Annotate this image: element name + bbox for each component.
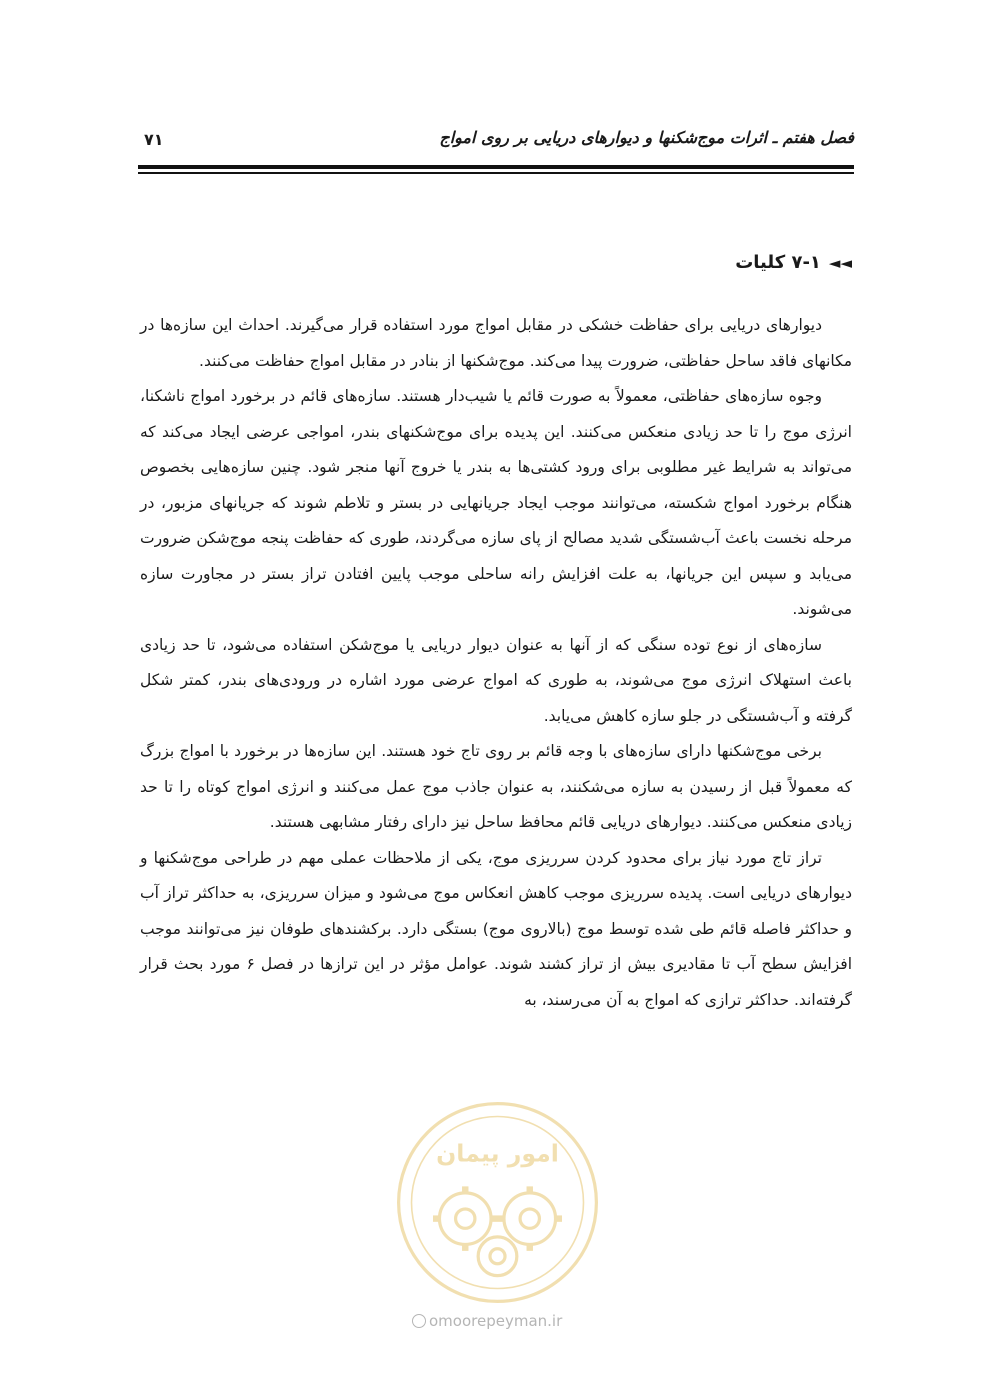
paragraph: دیوارهای دریایی برای حفاظت خشکی در مقابل امواج مورد استفاده قرار می‌گیرند. احداث این سازه‌ها در مکانهای فاقد ساحل حفاظتی، ضرورت پیدا می‌کند. موج‌شکنها از بنادر در مقابل امواج حفاظت می‌کنند. xyxy=(140,316,852,370)
paragraph: برخی موج‌شکنها دارای سازه‌های با وجه قائم بر روی تاج خود هستند. این سازه‌ها در برخورد با امواج بزرگ که معمولاً قبل از رسیدن به سازه می‌شکنند، به عنوان جاذب موج عمل می‌کنند و انرژی امواج کوتاه را تا حد زیادی منعکس می‌کنند. دیوارهای دریایی قائم محافظ ساحل نیز دارای رفتار مشابهی هستند. xyxy=(140,742,852,831)
running-header xyxy=(138,128,854,158)
paragraph: سازه‌های از نوع توده سنگی که از آنها به عنوان دیوار دریایی یا موج‌شکن استفاده می‌شود، تا حد زیادی باعث استهلاک انرژی موج می‌شوند، به طوری که امواج عرضی مورد اشاره در ورودی‌های بندر، کمتر شکل گرفته و آب‌شستگی در جلو سازه کاهش می‌یابد. xyxy=(140,635,852,725)
chapter-title: فصل هفتم ـ اثرات موج‌شکنها و دیوارهای دریایی بر روی امواج xyxy=(439,128,854,147)
watermark-seal-text: امور پیمان xyxy=(436,1139,559,1168)
paragraph: وجوه سازه‌های حفاظتی، معمولاً به صورت قائم یا شیب‌دار هستند. سازه‌های قائم در برخورد امواج ناشکنا، انرژی موج را تا حد زیادی منعکس می‌کنند. این پدیده برای موج‌شکنهای بندر، امواجی عرضی ایجاد می‌کند که می‌تواند به شرایط غیر مطلوبی برای ورود کشتی‌ها به بندر یا خروج آنها منجر شود. چنین سازه‌هایی بخصوص هنگام برخورد امواج شکسته، می‌توانند موجب ایجاد جریانهایی در بستر و تلاطم شوند که جریانهای مزبور، در مرحله نخست باعث آب‌شستگی شدید مصالح از پای سازه می‌گردند، طوری که حفاظت پنجه موج‌شکن ضرورت می‌یابد و سپس این جریانها، به علت افزایش رانه ساحلی موجب پایین افتادن تراز بستر در مجاورت سازه می‌شوند. xyxy=(140,387,852,618)
section-heading xyxy=(735,252,852,273)
globe-icon xyxy=(412,1314,426,1328)
double-arrow-icon: ◄◄ xyxy=(828,254,852,272)
watermark-seal-logo xyxy=(390,1095,605,1310)
header-rule-thin xyxy=(138,172,854,174)
page-number: ۷۱ xyxy=(144,130,164,149)
paragraph: تراز تاج مورد نیاز برای محدود کردن سرریزی موج، یکی از ملاحظات عملی مهم در طراحی موج‌شکنها و دیوارهای دریایی است. پدیده سرریزی موجب کاهش انعکاس موج می‌شود و میزان سرریزی، به حداکثر تراز آب و حداکثر فاصله قائم طی شده توسط موج (بالاروی موج) بستگی دارد. برکشندهای طوفان نیز می‌توانند موجب افزایش سطح آب تا مقادیری بیش از تراز کشند شوند. عوامل مؤثر در این ترازها در فصل ۶ مورد بحث قرار گرفته‌اند. حداکثر ترازی که امواج به آن می‌رسند، به xyxy=(140,848,852,1009)
watermark-url xyxy=(412,1312,592,1330)
section-heading-text: ۷-۱ کلیات xyxy=(735,252,821,273)
watermark-url-text: omoorepeyman.ir xyxy=(429,1312,563,1330)
body-text xyxy=(140,308,852,1018)
header-rule-thick xyxy=(138,165,854,169)
